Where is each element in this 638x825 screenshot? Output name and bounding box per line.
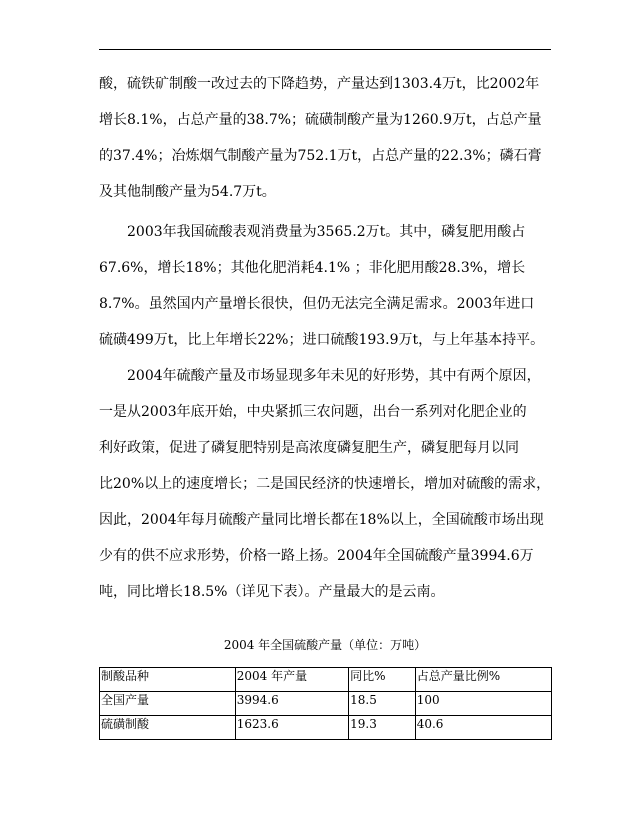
production-table [99, 667, 552, 740]
table-header-cell: 制酸品种 [100, 668, 236, 692]
table-cell: 3994.6 [235, 692, 348, 716]
paragraph-line: 及其他制酸产量为54.7万t。 [99, 184, 276, 200]
paragraph-line: 一是从2003年底开始，中央紧抓三农问题，出台一系列对化肥企业的 [99, 404, 527, 420]
table-header-row [100, 668, 552, 692]
paragraph-line: 吨，同比增长18.5%（详见下表）。产量最大的是云南。 [99, 584, 445, 600]
paragraph-line: 2003年我国硫酸表观消费量为3565.2万t。其中，磷复肥用酸占 [127, 224, 526, 240]
paragraph-line: 67.6%，增长18%；其他化肥消耗4.1% ；非化肥用酸28.3%，增长 [99, 260, 526, 276]
header-rule [99, 49, 551, 50]
document-body [99, 66, 551, 610]
paragraph-line: 硫磺499万t，比上年增长22%；进口硫酸193.9万t，与上年基本持平。 [99, 332, 545, 348]
paragraph-line: 2004年硫酸产量及市场显现多年未见的好形势，其中有两个原因， [127, 368, 541, 384]
table-cell: 40.6 [415, 716, 551, 740]
paragraph-line: 增长8.1%，占总产量的38.7%；硫磺制酸产量为1260.9万t，占总产量 [99, 112, 542, 128]
table-header-cell: 2004 年产量 [235, 668, 348, 692]
table-caption: 2004 年全国硫酸产量（单位：万吨） [223, 638, 427, 652]
table-cell: 硫磺制酸 [100, 716, 236, 740]
table-cell: 19.3 [349, 716, 416, 740]
table-row [100, 716, 552, 740]
table-cell: 1623.6 [235, 716, 348, 740]
paragraph-line: 利好政策，促进了磷复肥特别是高浓度磷复肥生产，磷复肥每月以同 [99, 440, 519, 456]
table-cell: 全国产量 [100, 692, 236, 716]
table-cell: 18.5 [349, 692, 416, 716]
paragraph-line: 少有的供不应求形势，价格一路上扬。2004年全国硫酸产量3994.6万 [99, 548, 534, 564]
table-header-cell: 占总产量比例% [415, 668, 551, 692]
paragraph-line: 的37.4%；冶炼烟气制酸产量为752.1万t，占总产量的22.3%；磷石膏 [99, 148, 542, 164]
paragraph-line: 因此，2004年每月硫酸产量同比增长都在18%以上，全国硫酸市场出现 [99, 512, 544, 528]
paragraph-line: 比20%以上的速度增长；二是国民经济的快速增长，增加对硫酸的需求， [99, 476, 551, 492]
paragraph-line: 酸，硫铁矿制酸一改过去的下降趋势，产量达到1303.4万t，比2002年 [99, 76, 540, 92]
table-header-cell: 同比% [349, 668, 416, 692]
table-cell: 100 [415, 692, 551, 716]
table-row [100, 692, 552, 716]
paragraph-line: 8.7%。虽然国内产量增长很快，但仍无法完全满足需求。2003年进口 [99, 296, 535, 312]
